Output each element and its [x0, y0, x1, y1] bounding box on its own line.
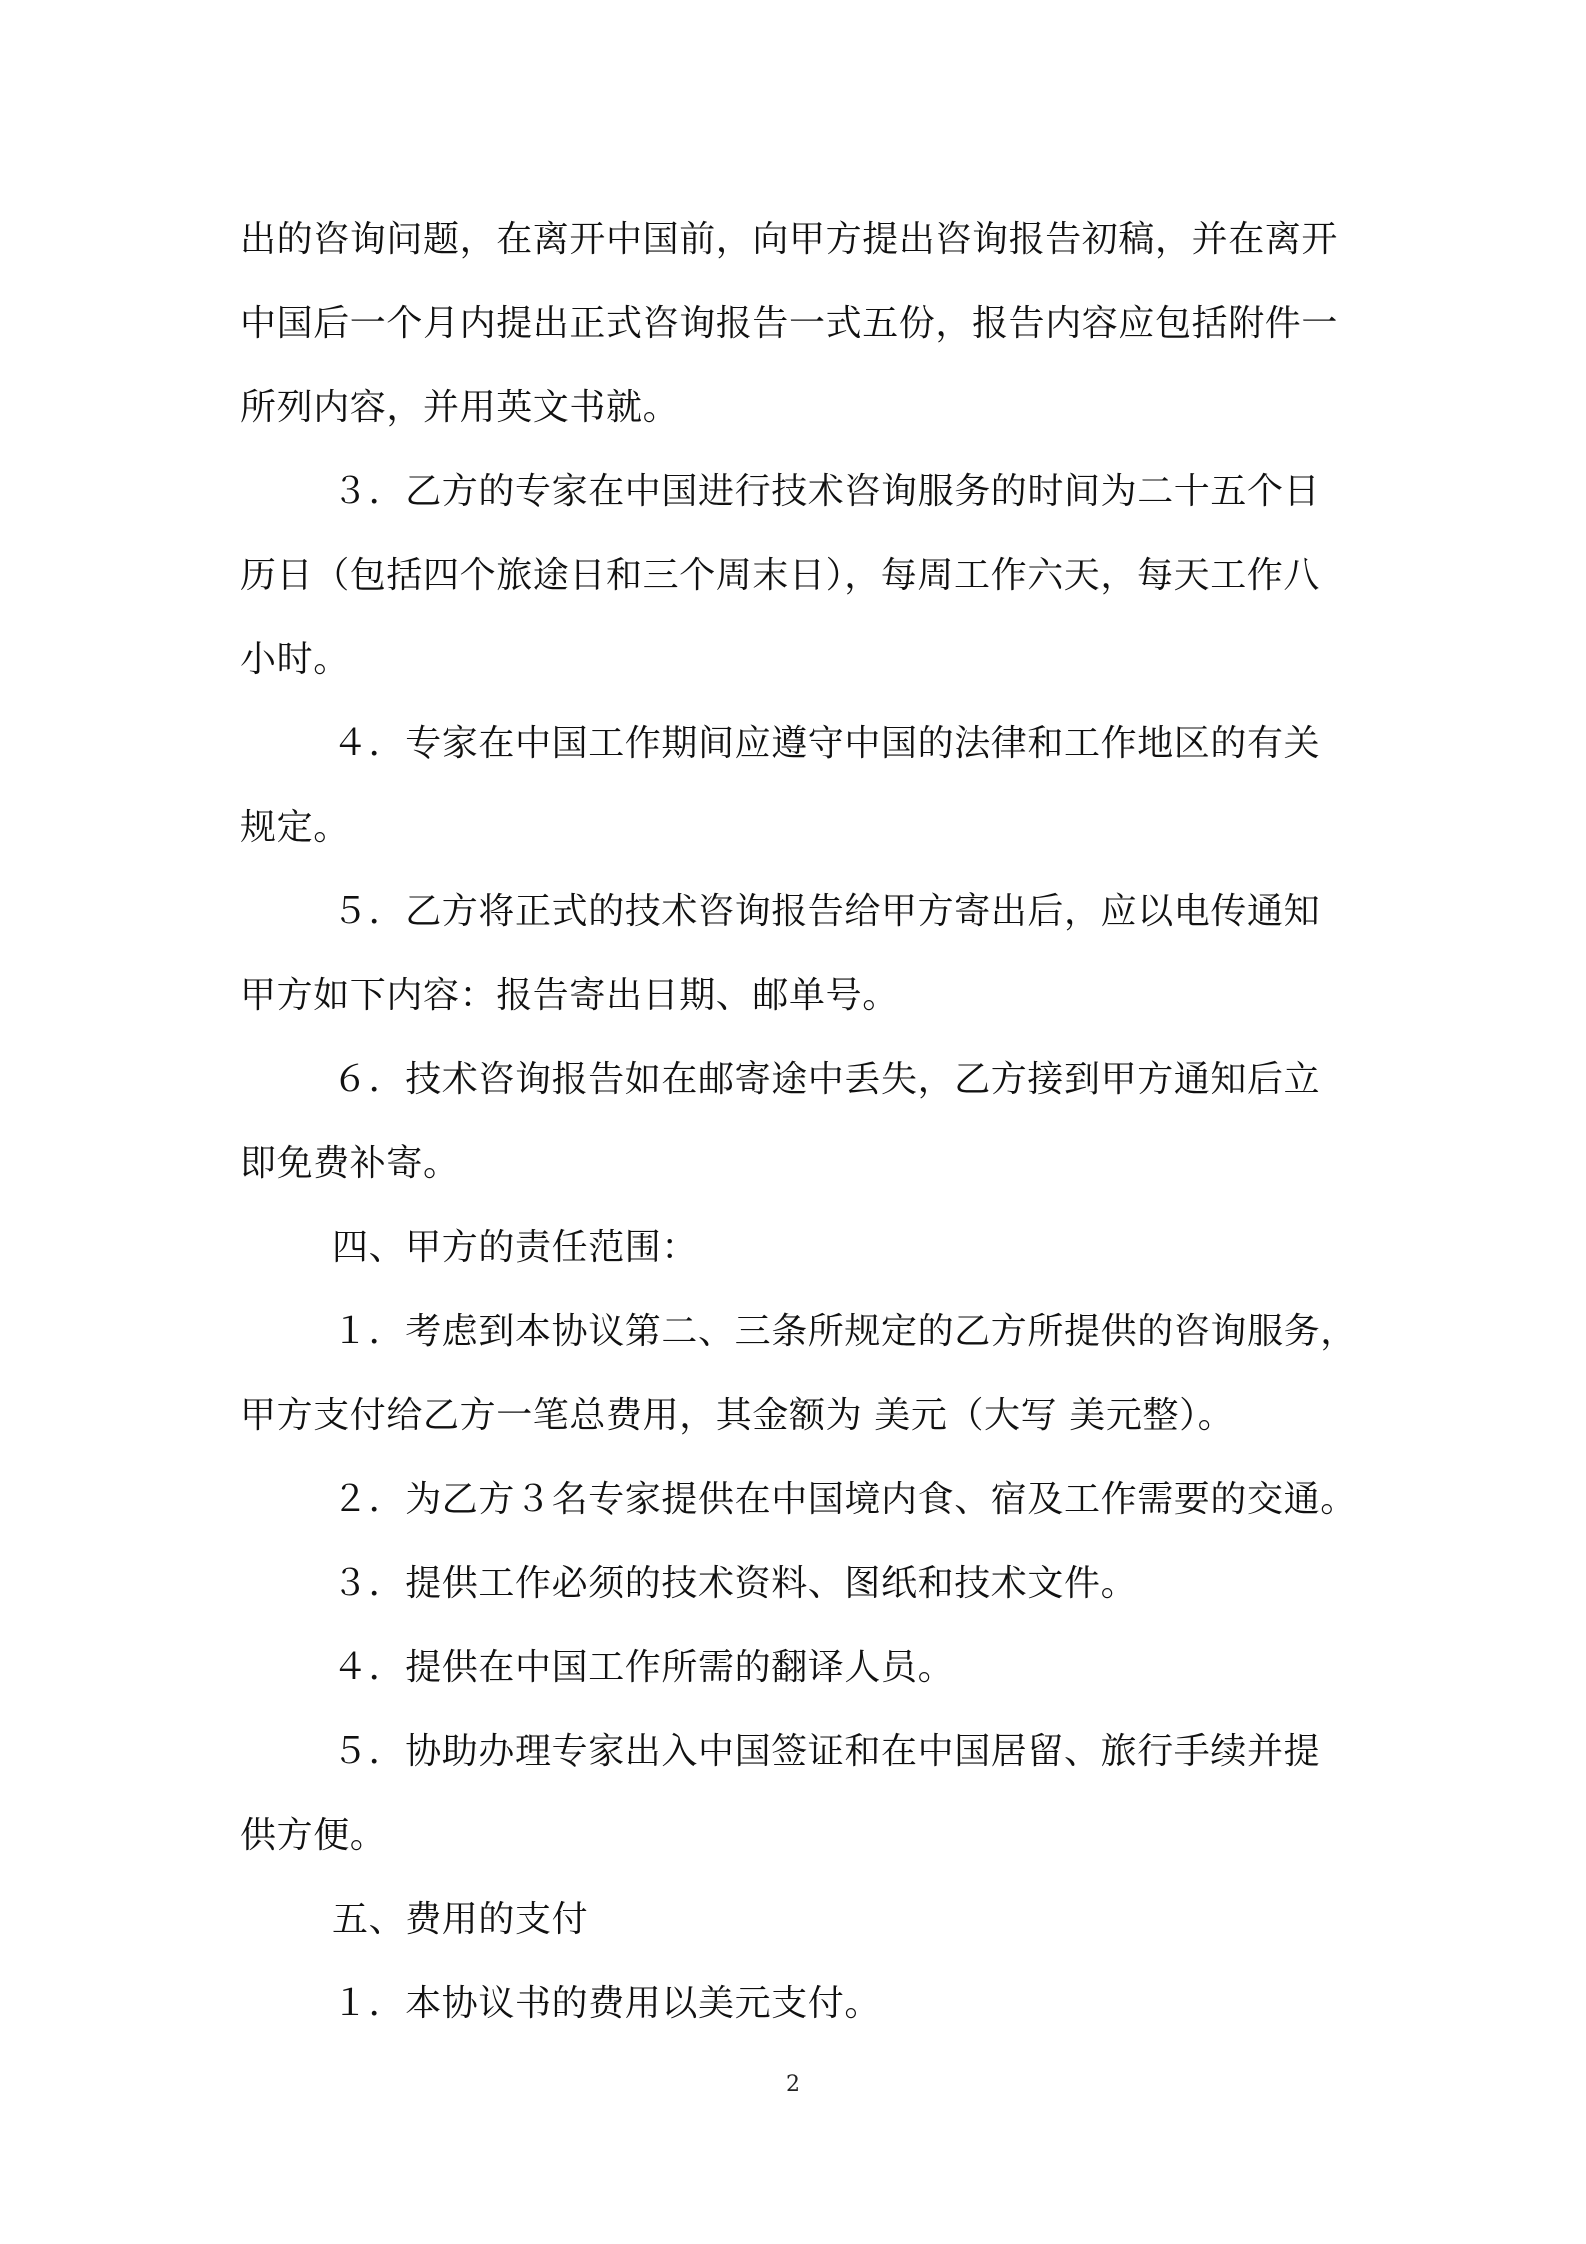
text-line: 所列内容，并用英文书就。 [240, 387, 680, 428]
text-line: 四、甲方的责任范围： [332, 1227, 699, 1268]
text-line: 出的咨询问题，在离开中国前，向甲方提出咨询报告初稿，并在离开 [240, 219, 1339, 260]
text-line: 甲方如下内容：报告寄出日期、邮单号。 [240, 975, 899, 1016]
text-line: 即免费补寄。 [240, 1143, 460, 1184]
text-line: 规定。 [240, 807, 350, 848]
text-line: １．本协议书的费用以美元支付。 [332, 1983, 882, 2024]
text-line: １．考虑到本协议第二、三条所规定的乙方所提供的咨询服务， [332, 1311, 1357, 1352]
text-line: ３．乙方的专家在中国进行技术咨询服务的时间为二十五个日 [332, 471, 1321, 512]
text-line: ５．协助办理专家出入中国签证和在中国居留、旅行手续并提 [332, 1731, 1321, 1772]
text-line: ５．乙方将正式的技术咨询报告给甲方寄出后，应以电传通知 [332, 891, 1321, 932]
text-line: ４．专家在中国工作期间应遵守中国的法律和工作地区的有关 [332, 723, 1321, 764]
text-line: ６．技术咨询报告如在邮寄途中丢失，乙方接到甲方通知后立 [332, 1059, 1321, 1100]
text-line: 五、费用的支付 [332, 1899, 589, 1940]
text-line: ３．提供工作必须的技术资料、图纸和技术文件。 [332, 1563, 1138, 1604]
document-body [240, 198, 1360, 2046]
text-line: 历日（包括四个旅途日和三个周末日），每周工作六天，每天工作八 [240, 555, 1321, 596]
text-line: 甲方支付给乙方一笔总费用，其金额为 美元（大写 美元整）。 [240, 1395, 1235, 1436]
page-number: 2 [786, 2072, 800, 2097]
text-line: 中国后一个月内提出正式咨询报告一式五份，报告内容应包括附件一 [240, 303, 1339, 344]
text-line: ４．提供在中国工作所需的翻译人员。 [332, 1647, 955, 1688]
text-line: 小时。 [240, 639, 350, 680]
text-line: ２．为乙方３名专家提供在中国境内食、宿及工作需要的交通。 [332, 1479, 1357, 1520]
text-line: 供方便。 [240, 1815, 387, 1856]
